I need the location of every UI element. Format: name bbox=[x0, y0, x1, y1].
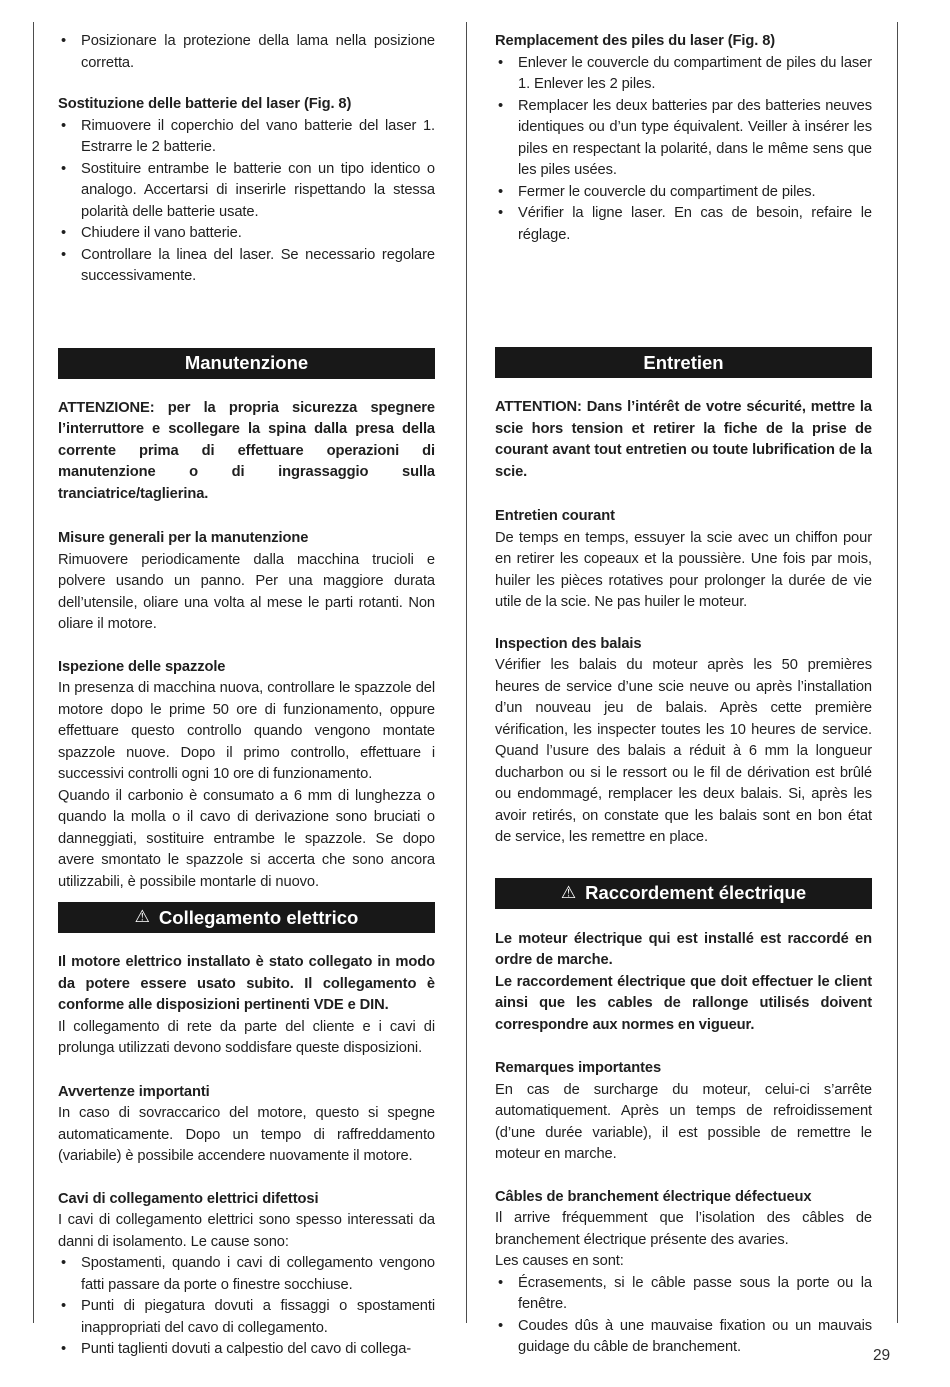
section-bar-label: Entretien bbox=[643, 351, 724, 373]
bullet-text: Posizionare la protezione della lama nella posizione corretta. bbox=[81, 33, 435, 71]
para-defective-cables-it: I cavi di collegamento elettrici sono spesso interessati da danni di isolamento. Le cause sono: bbox=[58, 1212, 435, 1250]
list-item bbox=[495, 1273, 872, 1316]
page-number: 29 bbox=[872, 1347, 890, 1364]
para-attenzione: ATTENZIONE: per la propria sicurezza spegnere l’interruttore e scollegare la spina dalla presa della corrente prima di effettuare operazioni di manutenzione o di ingrassaggio sulla tranciatrice/taglierina. bbox=[58, 399, 435, 502]
section-bar-raccordement-electrique bbox=[495, 878, 872, 909]
section-bar-label: Collegamento elettrico bbox=[158, 906, 359, 928]
left-margin-rule bbox=[33, 22, 34, 1323]
bullet-icon: • bbox=[61, 246, 67, 263]
para-brush-inspection-fr: Vérifier les balais du moteur après les 50 premières heures de service d’une scie neuve ou après l’installation d’un nouveau jeu de balais. Après cette première vérification, les inspecter toutes les 10 heures de service. Quand l’usure des balais a réduit à 6 mm la longueur ducharbon ou si le ressort ou le fil de dérivation est brûlé ou endommagé, remplacer les deux balais. Si, après les avoir retirés, on constate que les balais sont en bon état de service, les remettre en place. bbox=[495, 657, 872, 845]
para-defective-cables-fr-1: Il arrive fréquemment que l’isolation des câbles de branchement électrique présente des avaries. bbox=[495, 1210, 872, 1248]
para-routine-maintenance-fr: De temps en temps, essuyer la scie avec un chiffon pour en retirer les copeaux et la poussière. Une fois par mois, huiler les pièces rotatives pour prolonger la durée de vie utile de la scie. Ne pas huiler le moteur. bbox=[495, 529, 872, 610]
bullet-icon: • bbox=[498, 183, 504, 200]
list-item bbox=[58, 245, 435, 288]
heading-defective-cables-fr: Câbles de branchement électrique défectueux bbox=[495, 1188, 812, 1205]
heading-routine-maintenance-fr: Entretien courant bbox=[495, 508, 615, 524]
bullet-list-battery-it bbox=[58, 116, 435, 288]
list-item bbox=[58, 1339, 435, 1361]
bullet-icon: • bbox=[61, 1341, 67, 1357]
heading-important-warnings-it: Avvertenze importanti bbox=[58, 1083, 210, 1100]
right-margin-rule bbox=[897, 22, 898, 1323]
para-electrical-bold-fr-1: Le moteur électrique qui est installé est raccordé en ordre de marche. bbox=[495, 930, 872, 968]
column-divider-rule bbox=[466, 22, 467, 1323]
bullet-text: Punti di piegatura dovuti a fissaggi o spostamenti inappropriati del cavo di collegamento. bbox=[81, 1298, 435, 1336]
para-electrical-bold-fr-2: Le raccordement électrique que doit effectuer le client ainsi que les cables de rallonge utilisés doivent correspondre aux normes en vigueur. bbox=[495, 973, 872, 1033]
bullet-list-cable-causes-fr bbox=[495, 1273, 872, 1359]
bullet-text: Coudes dûs à une mauvaise fixation ou un mauvais guidage du câble de branchement. bbox=[518, 1317, 872, 1355]
heading-general-maintenance-it: Misure generali per la manutenzione bbox=[58, 530, 309, 546]
heading-battery-replacement-fr: Remplacement des piles du laser (Fig. 8) bbox=[495, 33, 776, 49]
bullet-icon: • bbox=[498, 1274, 504, 1291]
para-important-remarks-fr: En cas de surcharge du moteur, celui-ci s’arrête automatiquement. Après un temps de refroidissement (d’une durée variable), il est possible de remettre le moteur en marche. bbox=[495, 1081, 872, 1162]
bullet-text: Fermer le couvercle du compartiment de piles. bbox=[518, 183, 816, 200]
bullet-list-cable-causes-it bbox=[58, 1253, 435, 1361]
right-column-french bbox=[495, 0, 872, 1359]
bullet-icon: • bbox=[61, 33, 67, 49]
bullet-text: Écrasements, si le câble passe sous la porte ou la fenêtre. bbox=[518, 1274, 872, 1312]
bullet-icon: • bbox=[61, 160, 67, 177]
list-item bbox=[495, 182, 872, 204]
bullet-icon: • bbox=[498, 97, 504, 114]
section-bar-collegamento-elettrico bbox=[58, 902, 435, 933]
left-column-italian bbox=[58, 0, 435, 1361]
bullet-icon: • bbox=[498, 1317, 504, 1334]
bullet-icon: • bbox=[498, 54, 504, 71]
section-bar-label: Raccordement électrique bbox=[585, 882, 807, 904]
bullet-icon: • bbox=[61, 1255, 67, 1271]
para-brush-inspection-it-1: In presenza di macchina nuova, controllare le spazzole del motore dopo le prime 50 ore di funzionamento, oppure effettuare questo controllo quando vengono montate spazzole nuove. Dopo il primo controllo, effettuare i successivi controlli ogni 10 ore di funzionamento. bbox=[58, 680, 435, 782]
para-important-warnings-it: In caso di sovraccarico del motore, questo si spegne automaticamente. Dopo un tempo di raffreddamento (variabile) è possibile accendere nuovamente il motore. bbox=[58, 1105, 435, 1164]
list-item bbox=[58, 1296, 435, 1339]
para-electrical-bold-it: Il motore elettrico installato è stato collegato in modo da potere essere usato subito. Il collegamento è conforme alle disposizioni pertinenti VDE e DIN. bbox=[58, 954, 435, 1013]
bullet-text: Enlever le couvercle du compartiment de piles du laser 1. Enlever les 2 piles. bbox=[518, 54, 872, 92]
list-item bbox=[58, 223, 435, 245]
list-item bbox=[58, 31, 435, 74]
heading-brush-inspection-it: Ispezione delle spazzole bbox=[58, 658, 226, 675]
para-brush-inspection-it-2: Quando il carbonio è consumato a 6 mm di lunghezza o quando la molla o il cavo di derivazione sono bruciati o danneggiati, sostituire entrambe le spazzole. Se dopo avere smontato le spazzole si accerta che sono ancora utilizzabili, è possibile montarle di nuovo. bbox=[58, 787, 435, 890]
list-item bbox=[495, 203, 872, 246]
para-general-maintenance-it: Rimuovere periodicamente dalla macchina trucioli e polvere usando un panno. Per una maggiore durata dell’utensile, oliare una volta al mese le parti rotanti. Non oliare il motore. bbox=[58, 551, 435, 632]
bullet-icon: • bbox=[61, 1298, 67, 1314]
bullet-text: Punti taglienti dovuti a calpestio del cavo di collega- bbox=[81, 1341, 412, 1357]
heading-battery-replacement-it: Sostituzione delle batterie del laser (Fig. 8) bbox=[58, 96, 352, 112]
bullet-text: Remplacer les deux batteries par des batteries neuves identiques ou d’un type équivalent. Veiller à insérer les piles en respectant la polarité, dans le même sens que les piles usées. bbox=[518, 97, 872, 178]
bullet-text: Chiudere il vano batterie. bbox=[81, 225, 242, 241]
para-defective-cables-fr-2: Les causes en sont: bbox=[495, 1253, 624, 1269]
bullet-list-blade-guard bbox=[58, 31, 435, 74]
warning-icon: ⚠ bbox=[134, 907, 150, 926]
bullet-icon: • bbox=[61, 225, 67, 241]
list-item bbox=[495, 53, 872, 96]
bullet-text: Vérifier la ligne laser. En cas de besoin, refaire le réglage. bbox=[518, 205, 872, 243]
section-bar-entretien bbox=[495, 347, 872, 378]
list-item bbox=[495, 1316, 872, 1359]
list-item bbox=[58, 159, 435, 224]
bullet-list-battery-fr bbox=[495, 53, 872, 247]
bullet-icon: • bbox=[498, 205, 504, 221]
bullet-icon: • bbox=[61, 117, 67, 134]
bullet-text: Spostamenti, quando i cavi di collegamento vengono fatti passare da porte o finestre socchiuse. bbox=[81, 1255, 435, 1293]
para-attention: ATTENTION: Dans l’intérêt de votre sécurité, mettre la scie hors tension et retirer la fiche de la prise de courant avant tout entretien ou toute lubrification de la scie. bbox=[495, 399, 872, 480]
bullet-text: Controllare la linea del laser. Se necessario regolare successivamente. bbox=[81, 246, 435, 284]
bullet-text: Sostituire entrambe le batterie con un tipo identico o analogo. Accertarsi di inserirle rispettando la stessa polarità delle batterie usate. bbox=[81, 160, 435, 220]
list-item bbox=[495, 96, 872, 182]
heading-important-remarks-fr: Remarques importantes bbox=[495, 1060, 662, 1076]
heading-defective-cables-it: Cavi di collegamento elettrici difettosi bbox=[58, 1190, 319, 1207]
section-bar-label: Manutenzione bbox=[184, 352, 309, 374]
warning-icon: ⚠ bbox=[560, 882, 577, 902]
list-item bbox=[58, 1253, 435, 1296]
section-bar-manutenzione bbox=[58, 348, 435, 379]
heading-brush-inspection-fr: Inspection des balais bbox=[495, 635, 642, 652]
list-item bbox=[58, 116, 435, 159]
para-electrical-it: Il collegamento di rete da parte del cliente e i cavi di prolunga utilizzati devono soddisfare queste disposizioni. bbox=[58, 1018, 435, 1056]
bullet-text: Rimuovere il coperchio del vano batterie del laser 1. Estrarre le 2 batterie. bbox=[81, 117, 435, 155]
